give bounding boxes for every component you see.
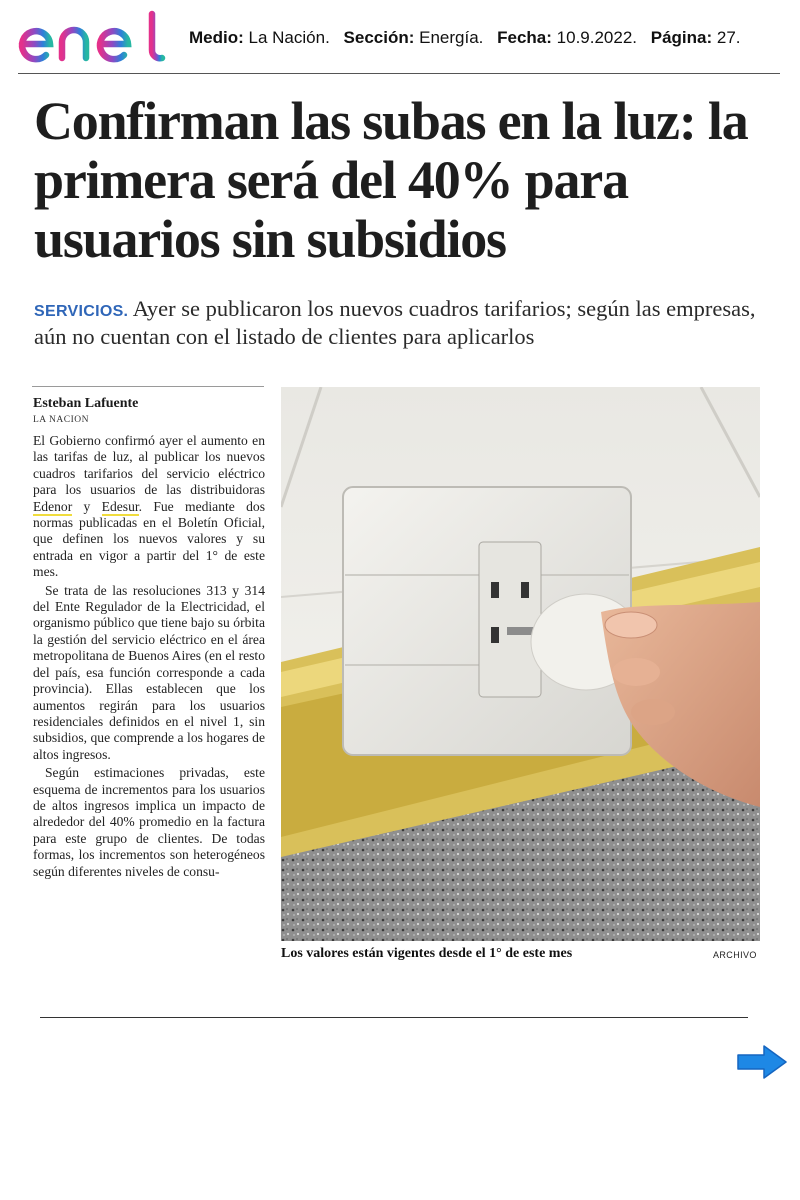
article-subhead: [34, 296, 774, 349]
footer-divider: [40, 1017, 748, 1018]
seccion-value: Energía.: [419, 28, 484, 47]
paragraph-1: [33, 433, 265, 581]
edenor-highlight: Edenor: [33, 498, 73, 514]
edesur-highlight: Edesur: [101, 498, 139, 514]
wall-outlet-photo: [281, 387, 760, 941]
medio-label: Medio:: [189, 28, 244, 47]
p1-text-a: El Gobierno confirmó ayer el aumento en las tarifas de luz, al publicar los nuevos cuadros tarifarios del servicio eléctrico para los usuarios de las distribuidoras: [33, 433, 265, 498]
subhead-text: Ayer se publicaron los nuevos cuadros tarifarios; según las empresas, aún no cuentan con el listado de clientes para aplicarlos: [34, 296, 756, 349]
photo-credit: ARCHIVO: [713, 950, 757, 960]
p1-text-b: . Fue mediante dos normas publicadas en el Boletín Oficial, que definen los nuevos valores y su entrada en vigor a partir del 1° de este mes.: [33, 498, 265, 580]
paragraph-2: Se trata de las resoluciones 313 y 314 del Ente Regulador de la Electricidad, el organismo público que tiene bajo su órbita la gestión del servicio eléctrico en el área metropolitana de Buenos Aires (en el resto del país, esa función corresponde a cada provincia). Ellas establecen que los aumentos regirán para los usuarios residenciales definidos en el nivel 1, sin subsidios, que comprende a los hogares de altos ingresos.: [33, 582, 265, 762]
fecha-label: Fecha:: [497, 28, 552, 47]
enel-logo: [16, 6, 170, 68]
pagina-label: Página:: [650, 28, 713, 47]
arrow-right-icon[interactable]: [736, 1044, 788, 1080]
seccion-label: Sección:: [343, 28, 415, 47]
byline-divider: [32, 386, 264, 387]
author-outlet: LA NACION: [33, 415, 89, 425]
fecha-value: 10.9.2022.: [556, 28, 638, 47]
medio-value: La Nación.: [248, 28, 330, 47]
section-kicker: SERVICIOS.: [34, 303, 129, 320]
author-name: Esteban Lafuente: [33, 396, 139, 411]
photo-caption: Los valores están vigentes desde el 1° de este mes: [281, 946, 573, 961]
clipping-meta: [189, 28, 789, 48]
header-divider: [18, 73, 780, 74]
article-body: [33, 433, 265, 882]
p1-text-y: y: [72, 498, 102, 514]
article-headline: Confirman las subas en la luz: la primera será del 40% para usuarios sin subsidios: [34, 91, 748, 269]
paragraph-3: Según estimaciones privadas, este esquema de incrementos para los usuarios de altos ingresos implica un impacto de alrededor del 40% promedio en la factura para este grupo de clientes. De todas formas, los incrementos son heterogéneos según diferentes niveles de consu-: [33, 765, 265, 879]
pagina-value: 27.: [716, 28, 741, 47]
